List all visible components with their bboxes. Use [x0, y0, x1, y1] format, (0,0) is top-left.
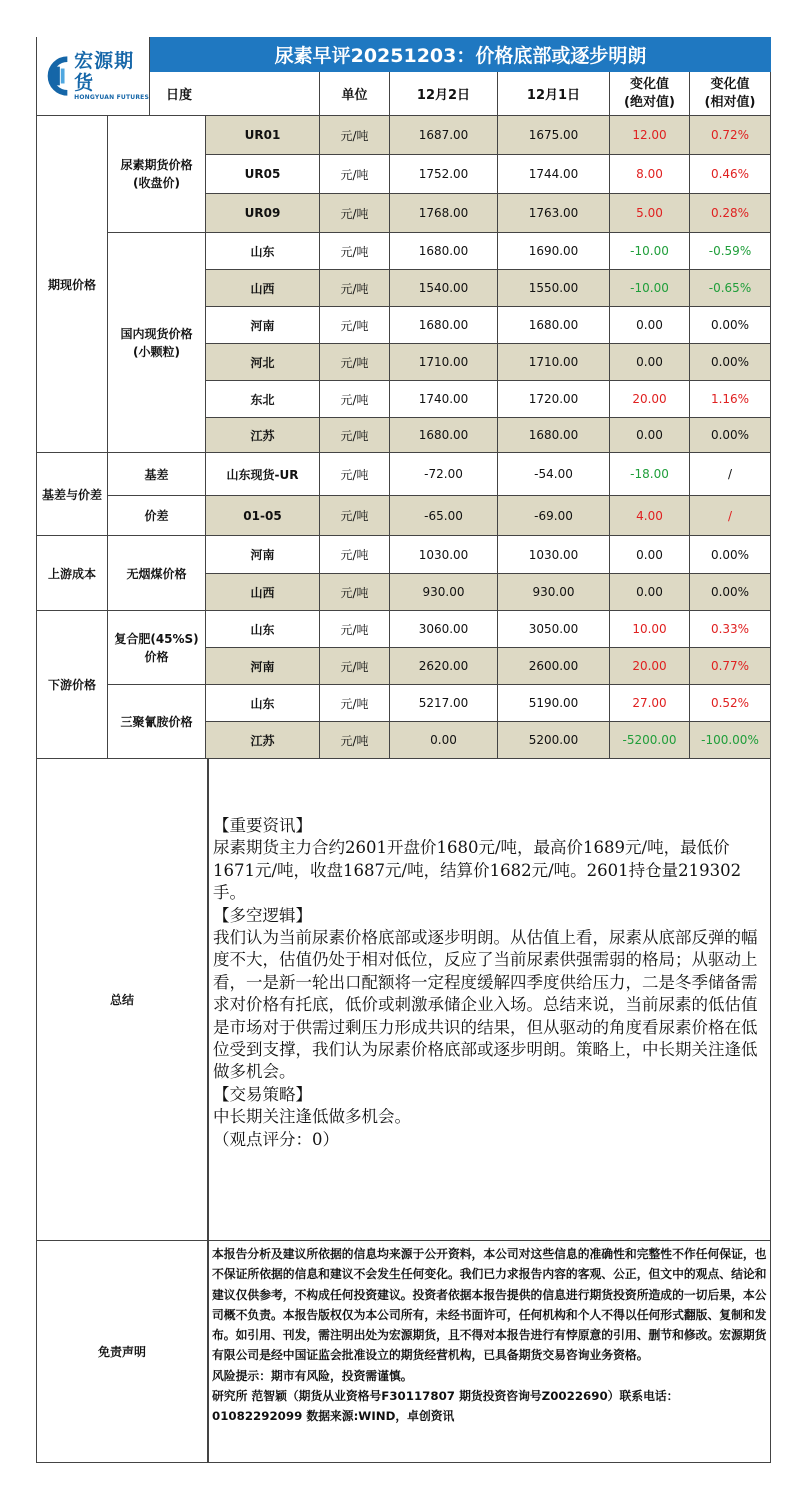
row-unit: 元/吨 [320, 648, 390, 685]
logo-text [74, 50, 149, 102]
row-unit: 元/吨 [320, 194, 390, 233]
summary-news-text: 尿素期货主力合约2601开盘价1680元/吨，最高价1689元/吨，最低价1671元/吨，收盘1687元/吨，结算价1682元/吨。2601持仓量219302手。 [213, 838, 742, 903]
row-unit: 元/吨 [320, 453, 390, 496]
row-value-dec2: 930.00 [390, 574, 498, 611]
row-value-dec1: 1550.00 [498, 270, 610, 307]
col-header-unit: 单位 [320, 72, 390, 116]
row-change-rel: 0.00% [690, 418, 771, 453]
group-basis-spread: 基差与价差 [37, 453, 108, 536]
row-change-rel: 0.00% [690, 307, 771, 344]
row-value-dec2: 5217.00 [390, 685, 498, 722]
row-change-rel: -100.00% [690, 722, 771, 759]
row-value-dec1: 2600.00 [498, 648, 610, 685]
row-value-dec2: 2620.00 [390, 648, 498, 685]
row-unit: 元/吨 [320, 233, 390, 270]
summary-label: 总结 [37, 759, 208, 1241]
row-value-dec1: 1744.00 [498, 155, 610, 194]
row-item: 江苏 [206, 418, 320, 453]
group-spot-futures: 期现价格 [37, 116, 108, 453]
col-header-change-rel: 变化值 (相对值) [690, 72, 771, 116]
row-item: UR05 [206, 155, 320, 194]
col-header-change-abs: 变化值 (绝对值) [610, 72, 690, 116]
row-unit: 元/吨 [320, 418, 390, 453]
row-item: 山西 [206, 270, 320, 307]
row-change-rel: -0.65% [690, 270, 771, 307]
logo-emblem-icon [43, 54, 71, 98]
row-unit: 元/吨 [320, 307, 390, 344]
row-item: 山东 [206, 611, 320, 648]
row-item: UR01 [206, 116, 320, 155]
row-change-abs: 12.00 [610, 116, 690, 155]
row-change-abs: 20.00 [610, 381, 690, 418]
row-change-abs: 0.00 [610, 307, 690, 344]
subgroup-compound-fertilizer-price: 复合肥(45%S) 价格 [108, 611, 206, 685]
row-unit: 元/吨 [320, 116, 390, 155]
row-change-rel: 1.16% [690, 381, 771, 418]
row-change-rel: 0.46% [690, 155, 771, 194]
disclaimer-text: 本报告分析及建议所依据的信息均来源于公开资料，本公司对这些信息的准确性和完整性不作任何保证，也不保证所依据的信息和建议不会发生任何变化。我们已力求报告内容的客观、公正，但文中的观点、结论和建议仅供参考，不构成任何投资建议。投资者依据本报告提供的信息进行期货投资所造成的一切后果，本公司概不负责。本报告版权仅为本公司所有，未经书面许可，任何机构和个人不得以任何形式翻版、复制和发布。如引用、刊发，需注明出处为宏源期货，且不得对本报告进行有悖原意的引用、删节和修改。宏源期货有限公司是经中国证监会批准设立的期货经营机构，已具备期货交易咨询业务资格。 [212, 1247, 767, 1363]
row-value-dec2: 0.00 [390, 722, 498, 759]
row-value-dec2: 1680.00 [390, 233, 498, 270]
summary-heading-news: 【重要资讯】 [213, 816, 312, 835]
disclaimer-body [208, 1241, 771, 1463]
row-change-abs: 8.00 [610, 155, 690, 194]
row-value-dec1: 3050.00 [498, 611, 610, 648]
row-change-rel: / [690, 453, 771, 496]
report-title: 尿素早评20251203：价格底部或逐步明朗 [150, 37, 771, 72]
row-value-dec1: -54.00 [498, 453, 610, 496]
row-value-dec1: 1680.00 [498, 307, 610, 344]
row-change-abs: 4.00 [610, 496, 690, 536]
row-change-rel: 0.72% [690, 116, 771, 155]
row-value-dec1: 1710.00 [498, 344, 610, 381]
row-change-abs: 5.00 [610, 194, 690, 233]
analyst-contact: 研究所 范智颖（期货从业资格号F30117807 期货投资咨询号Z0022690）联系电话：01082292099 数据来源:WIND，卓创资讯 [212, 1389, 679, 1424]
row-item: 河南 [206, 648, 320, 685]
row-value-dec1: 1030.00 [498, 536, 610, 574]
row-change-rel: 0.28% [690, 194, 771, 233]
row-value-dec1: -69.00 [498, 496, 610, 536]
row-item: 河南 [206, 536, 320, 574]
report-sheet [36, 37, 771, 1463]
row-value-dec1: 1763.00 [498, 194, 610, 233]
risk-warning: 风险提示：期市有风险，投资需谨慎。 [212, 1368, 413, 1383]
row-unit: 元/吨 [320, 155, 390, 194]
row-value-dec2: 3060.00 [390, 611, 498, 648]
summary-strategy-text: 中长期关注逢低做多机会。 [213, 1107, 411, 1127]
summary-body [208, 759, 771, 1241]
disclaimer-label: 免责声明 [37, 1241, 208, 1463]
row-change-rel: / [690, 496, 771, 536]
row-value-dec2: 1687.00 [390, 116, 498, 155]
subgroup-spread: 价差 [108, 496, 206, 536]
row-item: 山东 [206, 685, 320, 722]
company-logo [37, 37, 150, 116]
logo-cn-text: 宏源期货 [74, 50, 135, 94]
row-value-dec2: 1680.00 [390, 307, 498, 344]
row-change-rel: 0.00% [690, 574, 771, 611]
row-value-dec2: 1030.00 [390, 536, 498, 574]
row-value-dec1: 1675.00 [498, 116, 610, 155]
row-change-abs: 0.00 [610, 536, 690, 574]
col-header-dec2: 12月2日 [390, 72, 498, 116]
row-item: 河北 [206, 344, 320, 381]
row-change-abs: 27.00 [610, 685, 690, 722]
row-value-dec1: 5190.00 [498, 685, 610, 722]
row-value-dec2: 1680.00 [390, 418, 498, 453]
summary-logic-text: 我们认为当前尿素价格底部或逐步明朗。从估值上看，尿素从底部反弹的幅度不大，估值仍处于相对低位，反应了当前尿素供强需弱的格局；从驱动上看，一是新一轮出口配额将一定程度缓解四季度供给压力，二是冬季储备需求对价格有托底，低价或刺激承储企业入场。总结来说，当前尿素的低估值是市场对于供需过剩压力形成共识的结果，但从驱动的角度看尿素价格在低位受到支撑，我们认为尿素价格底部或逐步明朗。策略上，中长期关注逢低做多机会。 [213, 928, 758, 1082]
row-change-rel: 0.52% [690, 685, 771, 722]
row-change-abs: -18.00 [610, 453, 690, 496]
row-value-dec1: 930.00 [498, 574, 610, 611]
row-unit: 元/吨 [320, 611, 390, 648]
group-downstream: 下游价格 [37, 611, 108, 759]
row-value-dec2: 1710.00 [390, 344, 498, 381]
row-change-rel: 0.77% [690, 648, 771, 685]
subgroup-melamine-price: 三聚氰胺价格 [108, 685, 206, 759]
logo-en-text: HONGYUAN FUTURES [74, 94, 149, 101]
summary-heading-logic: 【多空逻辑】 [213, 905, 312, 925]
row-item: 山东 [206, 233, 320, 270]
row-item: 河南 [206, 307, 320, 344]
row-item: 山东现货-UR [206, 453, 320, 496]
row-change-abs: 0.00 [610, 574, 690, 611]
subgroup-anthracite-price: 无烟煤价格 [108, 536, 206, 611]
subgroup-spot-price: 国内现货价格 (小颗粒) [108, 233, 206, 453]
row-change-rel: 0.33% [690, 611, 771, 648]
subgroup-futures-price: 尿素期货价格 (收盘价) [108, 116, 206, 233]
row-change-abs: 20.00 [610, 648, 690, 685]
row-value-dec2: 1540.00 [390, 270, 498, 307]
row-unit: 元/吨 [320, 536, 390, 574]
date-label: 日度 [150, 72, 320, 116]
col-header-dec1: 12月1日 [498, 72, 610, 116]
row-value-dec1: 5200.00 [498, 722, 610, 759]
row-item: 江苏 [206, 722, 320, 759]
row-value-dec1: 1690.00 [498, 233, 610, 270]
row-unit: 元/吨 [320, 344, 390, 381]
row-value-dec2: -65.00 [390, 496, 498, 536]
row-change-abs: 0.00 [610, 418, 690, 453]
row-change-abs: -10.00 [610, 270, 690, 307]
row-value-dec2: 1740.00 [390, 381, 498, 418]
summary-heading-strategy: 【交易策略】 [213, 1084, 312, 1104]
row-change-abs: -10.00 [610, 233, 690, 270]
row-unit: 元/吨 [320, 270, 390, 307]
row-item: 01-05 [206, 496, 320, 536]
row-unit: 元/吨 [320, 574, 390, 611]
row-change-abs: -5200.00 [610, 722, 690, 759]
row-unit: 元/吨 [320, 381, 390, 418]
row-value-dec2: -72.00 [390, 453, 498, 496]
row-unit: 元/吨 [320, 685, 390, 722]
row-unit: 元/吨 [320, 722, 390, 759]
row-change-abs: 10.00 [610, 611, 690, 648]
row-value-dec2: 1768.00 [390, 194, 498, 233]
row-item: UR09 [206, 194, 320, 233]
summary-score: （观点评分：0） [213, 1129, 339, 1149]
row-change-abs: 0.00 [610, 344, 690, 381]
row-item: 山西 [206, 574, 320, 611]
row-value-dec2: 1752.00 [390, 155, 498, 194]
row-item: 东北 [206, 381, 320, 418]
row-unit: 元/吨 [320, 496, 390, 536]
row-value-dec1: 1720.00 [498, 381, 610, 418]
row-change-rel: 0.00% [690, 536, 771, 574]
row-change-rel: 0.00% [690, 344, 771, 381]
row-value-dec1: 1680.00 [498, 418, 610, 453]
row-change-rel: -0.59% [690, 233, 771, 270]
subgroup-basis: 基差 [108, 453, 206, 496]
group-upstream: 上游成本 [37, 536, 108, 611]
